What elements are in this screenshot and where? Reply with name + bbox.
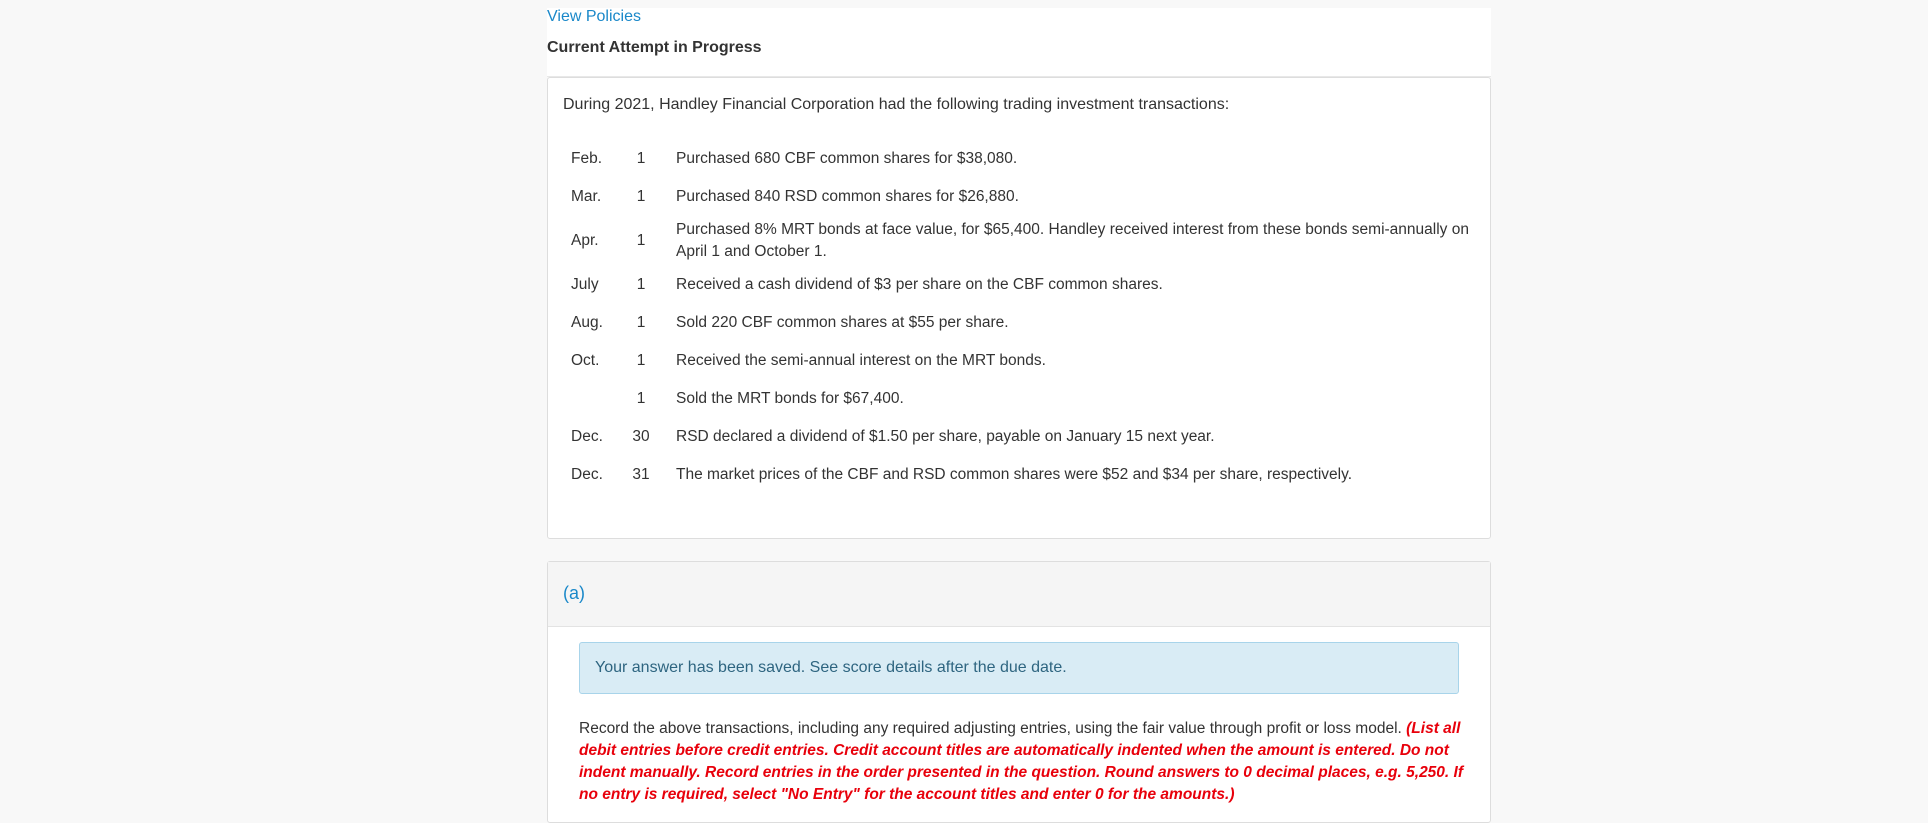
part-a-header[interactable]: [548, 562, 1490, 627]
question-intro: During 2021, Handley Financial Corporation had the following trading investment transactions:: [563, 96, 1230, 113]
transaction-day: 1: [636, 188, 646, 205]
transaction-month: July: [571, 276, 599, 293]
transaction-row: [563, 304, 1473, 342]
transactions-table: [563, 140, 1473, 494]
transaction-row: [563, 380, 1473, 418]
transaction-day: 31: [632, 466, 650, 483]
transaction-month: Oct.: [571, 352, 600, 369]
saved-alert: [579, 642, 1459, 694]
transaction-month: [563, 380, 626, 418]
transaction-day: 1: [636, 232, 646, 249]
transaction-description: Received a cash dividend of $3 per share on the CBF common shares.: [676, 276, 1163, 293]
attempt-title: Current Attempt in Progress: [547, 39, 762, 56]
transaction-row: [563, 342, 1473, 380]
transaction-description: Sold 220 CBF common shares at $55 per share.: [676, 314, 1009, 331]
transaction-description: The market prices of the CBF and RSD common shares were $52 and $34 per share, respectively.: [676, 466, 1352, 483]
transaction-day: 1: [636, 390, 646, 407]
transaction-day: 1: [636, 276, 646, 293]
main-column: [547, 0, 1491, 803]
transaction-day: 1: [636, 352, 646, 369]
transaction-row: [563, 216, 1473, 266]
attempt-header: [547, 8, 1491, 77]
transaction-month: Dec.: [571, 428, 603, 445]
transaction-description: Purchased 680 CBF common shares for $38,080.: [676, 150, 1018, 167]
saved-message: Your answer has been saved. See score details after the due date.: [595, 659, 1067, 676]
transaction-description: Purchased 8% MRT bonds at face value, for $65,400. Handley received interest from these bonds semi-annually on April 1 and October 1.: [676, 221, 1469, 260]
part-a-panel: [547, 561, 1491, 823]
transaction-day: 1: [636, 150, 646, 167]
part-a-label: (a): [563, 583, 585, 603]
view-policies-link[interactable]: View Policies: [547, 8, 641, 25]
transaction-row: [563, 456, 1473, 494]
question-panel: [547, 77, 1491, 539]
transaction-row: [563, 418, 1473, 456]
transaction-month: Apr.: [571, 232, 599, 249]
transaction-row: [563, 140, 1473, 178]
instruction-text: Record the above transactions, including any required adjusting entries, using the fair value through profit or loss model.: [579, 720, 1407, 737]
instruction-emphasis: (List all debit entries before credit entries. Credit account titles are automatically indented when the amount is entered. Do not indent manually. Record entries in the order presented in the question. Round answers to 0 decimal places, e.g. 5,250. If no entry is required, select "No Entry" for the account titles and enter 0 for the amounts.): [579, 720, 1464, 803]
transaction-description: Sold the MRT bonds for $67,400.: [676, 390, 904, 407]
transaction-description: RSD declared a dividend of $1.50 per share, payable on January 15 next year.: [676, 428, 1215, 445]
transaction-day: 30: [632, 428, 650, 445]
part-a-instructions: [579, 718, 1469, 806]
transaction-day: 1: [636, 314, 646, 331]
transaction-month: Feb.: [571, 150, 603, 167]
transaction-row: [563, 266, 1473, 304]
transaction-month: Aug.: [571, 314, 603, 331]
transaction-description: Purchased 840 RSD common shares for $26,880.: [676, 188, 1019, 205]
transaction-description: Received the semi-annual interest on the MRT bonds.: [676, 352, 1046, 369]
transaction-month: Dec.: [571, 466, 603, 483]
transaction-row: [563, 178, 1473, 216]
transaction-month: Mar.: [571, 188, 602, 205]
